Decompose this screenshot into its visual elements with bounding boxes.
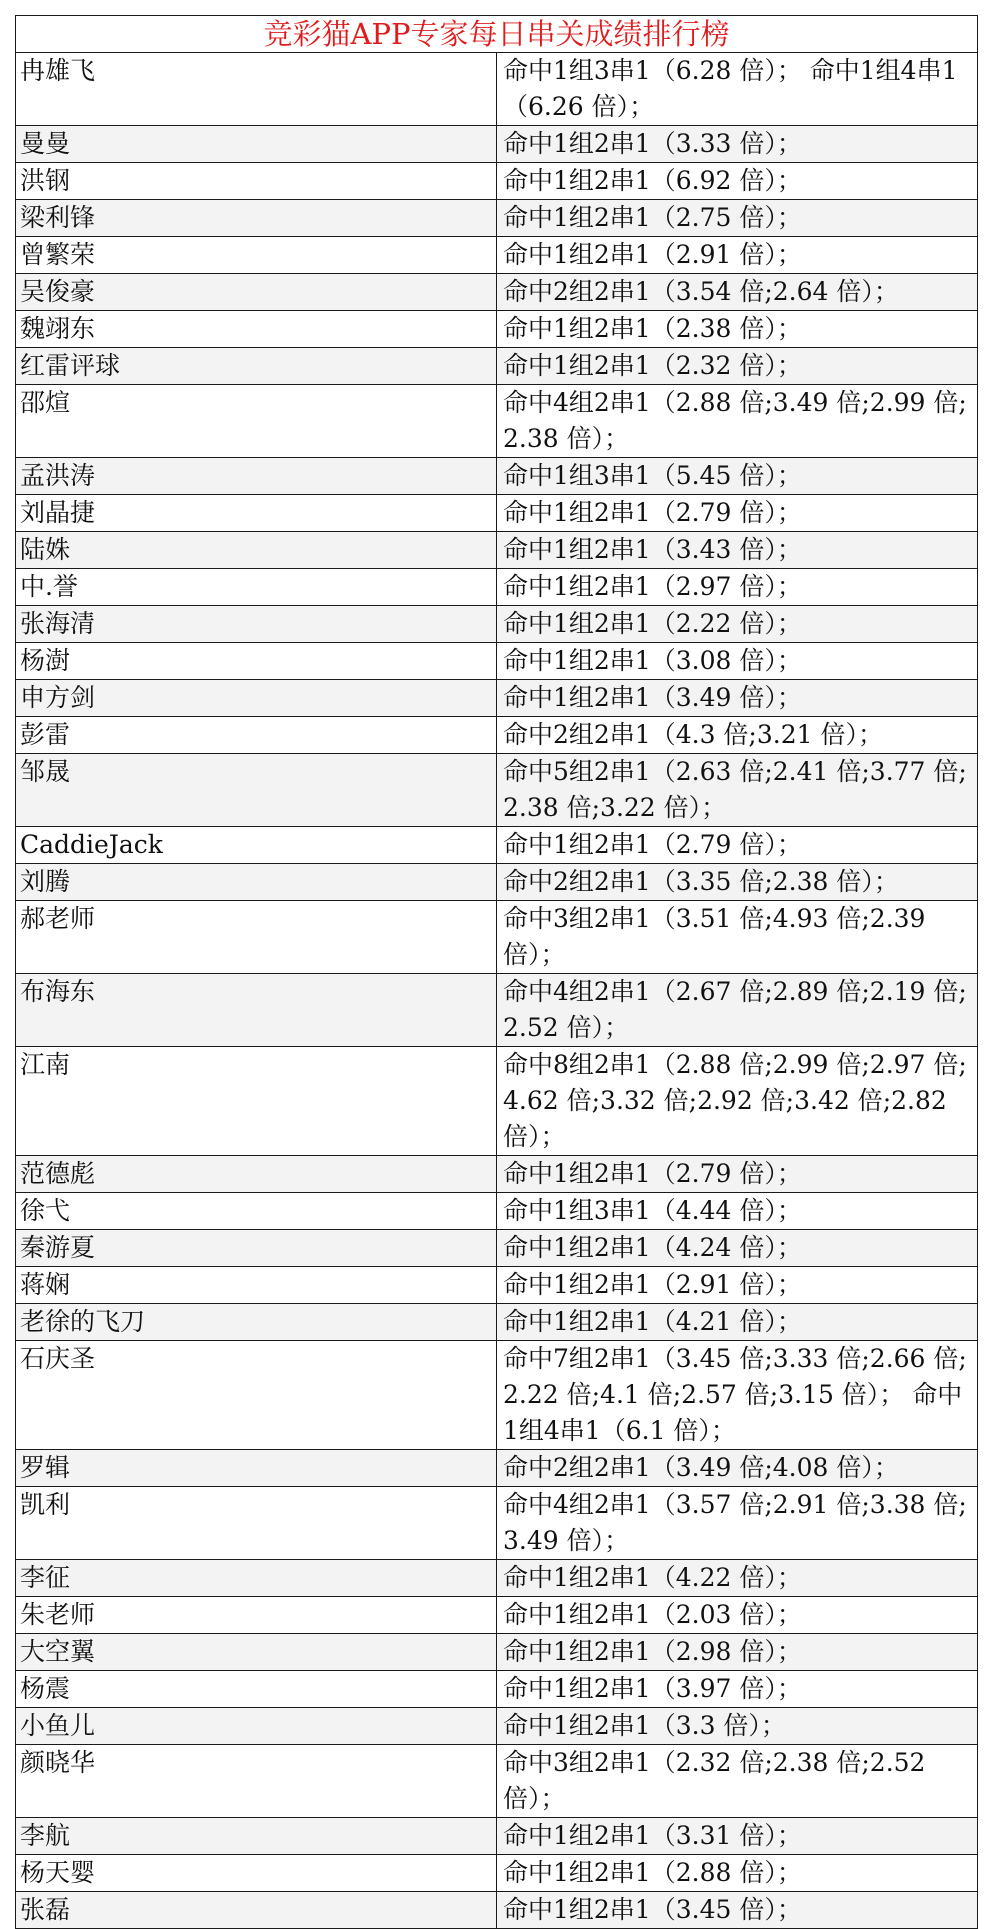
hit-result-cell: 命中1组2串1（2.79 倍）； <box>497 827 978 864</box>
expert-name-cell: 邵煊 <box>16 385 497 458</box>
hit-result-cell: 命中3组2串1（3.51 倍;4.93 倍;2.39 倍）； <box>497 901 978 974</box>
hit-result-cell: 命中1组2串1（3.3 倍）； <box>497 1708 978 1745</box>
table-row <box>16 754 978 827</box>
table-row <box>16 163 978 200</box>
table-row <box>16 717 978 754</box>
expert-name-cell: 中.誉 <box>16 569 497 606</box>
hit-result-cell: 命中4组2串1（2.67 倍;2.89 倍;2.19 倍;2.52 倍）； <box>497 974 978 1047</box>
hit-result-cell: 命中1组2串1（2.79 倍）； <box>497 1156 978 1193</box>
ranking-table <box>15 15 978 1929</box>
expert-name-cell: 小鱼儿 <box>16 1708 497 1745</box>
hit-result-cell: 命中1组2串1（2.91 倍）； <box>497 1267 978 1304</box>
table-row <box>16 274 978 311</box>
expert-name-cell: 梁利锋 <box>16 200 497 237</box>
title-row <box>16 16 978 53</box>
hit-result-cell: 命中7组2串1（3.45 倍;3.33 倍;2.66 倍;2.22 倍;4.1 倍;2.57 倍;3.15 倍）； 命中1组4串1（6.1 倍）； <box>497 1341 978 1450</box>
hit-result-cell: 命中1组2串1（4.24 倍）； <box>497 1230 978 1267</box>
table-row <box>16 1230 978 1267</box>
hit-result-cell: 命中5组2串1（2.63 倍;2.41 倍;3.77 倍;2.38 倍;3.22 倍）； <box>497 754 978 827</box>
expert-name-cell: 陆姝 <box>16 532 497 569</box>
hit-result-cell: 命中1组2串1（2.88 倍）； <box>497 1855 978 1892</box>
hit-result-cell: 命中1组2串1（3.31 倍）； <box>497 1818 978 1855</box>
hit-result-cell: 命中1组2串1（3.43 倍）； <box>497 532 978 569</box>
hit-result-cell: 命中1组3串1（5.45 倍）； <box>497 458 978 495</box>
expert-name-cell: 杨震 <box>16 1671 497 1708</box>
hit-result-cell: 命中1组2串1（3.45 倍）； <box>497 1892 978 1929</box>
expert-name-cell: 布海东 <box>16 974 497 1047</box>
ranking-table-body <box>16 16 978 1929</box>
expert-name-cell: 朱老师 <box>16 1597 497 1634</box>
hit-result-cell: 命中1组2串1（4.21 倍）； <box>497 1304 978 1341</box>
table-row <box>16 901 978 974</box>
hit-result-cell: 命中1组2串1（3.08 倍）； <box>497 643 978 680</box>
table-row <box>16 1855 978 1892</box>
expert-name-cell: 刘晶捷 <box>16 495 497 532</box>
expert-name-cell: 申方剑 <box>16 680 497 717</box>
hit-result-cell: 命中1组2串1（2.38 倍）； <box>497 311 978 348</box>
hit-result-cell: 命中1组2串1（3.97 倍）； <box>497 1671 978 1708</box>
expert-name-cell: 曼曼 <box>16 126 497 163</box>
expert-name-cell: 孟洪涛 <box>16 458 497 495</box>
expert-name-cell: 石庆圣 <box>16 1341 497 1450</box>
table-row <box>16 495 978 532</box>
hit-result-cell: 命中1组2串1（2.22 倍）； <box>497 606 978 643</box>
table-row <box>16 1487 978 1560</box>
hit-result-cell: 命中1组2串1（2.32 倍）； <box>497 348 978 385</box>
expert-name-cell: 李航 <box>16 1818 497 1855</box>
expert-name-cell: 曾繁荣 <box>16 237 497 274</box>
expert-name-cell: 罗辑 <box>16 1450 497 1487</box>
table-row <box>16 1193 978 1230</box>
table-row <box>16 1634 978 1671</box>
table-row <box>16 1267 978 1304</box>
table-row <box>16 1597 978 1634</box>
expert-name-cell: 魏翊东 <box>16 311 497 348</box>
expert-name-cell: 徐弋 <box>16 1193 497 1230</box>
table-row <box>16 569 978 606</box>
expert-name-cell: 李征 <box>16 1560 497 1597</box>
table-row <box>16 1156 978 1193</box>
expert-name-cell: CaddieJack <box>16 827 497 864</box>
hit-result-cell: 命中4组2串1（2.88 倍;3.49 倍;2.99 倍;2.38 倍）； <box>497 385 978 458</box>
expert-name-cell: 邹晟 <box>16 754 497 827</box>
table-row <box>16 311 978 348</box>
table-row <box>16 1341 978 1450</box>
table-row <box>16 385 978 458</box>
table-row <box>16 532 978 569</box>
table-row <box>16 1892 978 1929</box>
hit-result-cell: 命中1组2串1（2.98 倍）； <box>497 1634 978 1671</box>
hit-result-cell: 命中1组2串1（4.22 倍）； <box>497 1560 978 1597</box>
hit-result-cell: 命中2组2串1（3.54 倍;2.64 倍）； <box>497 274 978 311</box>
hit-result-cell: 命中1组2串1（2.97 倍）； <box>497 569 978 606</box>
hit-result-cell: 命中1组3串1（6.28 倍）； 命中1组4串1（6.26 倍）； <box>497 53 978 126</box>
expert-name-cell: 郝老师 <box>16 901 497 974</box>
table-row <box>16 200 978 237</box>
expert-name-cell: 刘腾 <box>16 864 497 901</box>
table-row <box>16 237 978 274</box>
expert-name-cell: 杨澍 <box>16 643 497 680</box>
expert-name-cell: 红雷评球 <box>16 348 497 385</box>
table-row <box>16 1047 978 1156</box>
table-row <box>16 643 978 680</box>
hit-result-cell: 命中1组2串1（3.49 倍）； <box>497 680 978 717</box>
expert-name-cell: 秦游夏 <box>16 1230 497 1267</box>
table-row <box>16 606 978 643</box>
hit-result-cell: 命中2组2串1（4.3 倍;3.21 倍）； <box>497 717 978 754</box>
hit-result-cell: 命中2组2串1（3.49 倍;4.08 倍）； <box>497 1450 978 1487</box>
table-row <box>16 53 978 126</box>
hit-result-cell: 命中3组2串1（2.32 倍;2.38 倍;2.52 倍）； <box>497 1745 978 1818</box>
sheet-title: 竞彩猫APP专家每日串关成绩排行榜 <box>16 16 978 53</box>
table-row <box>16 1450 978 1487</box>
hit-result-cell: 命中2组2串1（3.35 倍;2.38 倍）； <box>497 864 978 901</box>
hit-result-cell: 命中1组2串1（2.03 倍）； <box>497 1597 978 1634</box>
table-row <box>16 974 978 1047</box>
hit-result-cell: 命中8组2串1（2.88 倍;2.99 倍;2.97 倍;4.62 倍;3.32 倍;2.92 倍;3.42 倍;2.82 倍）； <box>497 1047 978 1156</box>
table-row <box>16 1818 978 1855</box>
expert-name-cell: 大空翼 <box>16 1634 497 1671</box>
hit-result-cell: 命中1组3串1（4.44 倍）； <box>497 1193 978 1230</box>
table-row <box>16 1304 978 1341</box>
expert-name-cell: 彭雷 <box>16 717 497 754</box>
hit-result-cell: 命中4组2串1（3.57 倍;2.91 倍;3.38 倍;3.49 倍）； <box>497 1487 978 1560</box>
table-row <box>16 348 978 385</box>
table-row <box>16 1708 978 1745</box>
hit-result-cell: 命中1组2串1（2.75 倍）； <box>497 200 978 237</box>
expert-name-cell: 凯利 <box>16 1487 497 1560</box>
expert-name-cell: 冉雄飞 <box>16 53 497 126</box>
hit-result-cell: 命中1组2串1（2.91 倍）； <box>497 237 978 274</box>
expert-name-cell: 张磊 <box>16 1892 497 1929</box>
expert-name-cell: 范德彪 <box>16 1156 497 1193</box>
expert-name-cell: 张海清 <box>16 606 497 643</box>
hit-result-cell: 命中1组2串1（3.33 倍）； <box>497 126 978 163</box>
table-row <box>16 827 978 864</box>
table-row <box>16 1671 978 1708</box>
expert-name-cell: 吴俊豪 <box>16 274 497 311</box>
expert-name-cell: 洪钢 <box>16 163 497 200</box>
table-row <box>16 458 978 495</box>
table-row <box>16 680 978 717</box>
hit-result-cell: 命中1组2串1（2.79 倍）； <box>497 495 978 532</box>
table-row <box>16 864 978 901</box>
table-row <box>16 1745 978 1818</box>
table-row <box>16 1560 978 1597</box>
hit-result-cell: 命中1组2串1（6.92 倍）； <box>497 163 978 200</box>
table-row <box>16 126 978 163</box>
expert-name-cell: 杨天婴 <box>16 1855 497 1892</box>
expert-name-cell: 江南 <box>16 1047 497 1156</box>
expert-name-cell: 老徐的飞刀 <box>16 1304 497 1341</box>
expert-name-cell: 蒋娴 <box>16 1267 497 1304</box>
ranking-sheet <box>15 15 978 1929</box>
expert-name-cell: 颜晓华 <box>16 1745 497 1818</box>
